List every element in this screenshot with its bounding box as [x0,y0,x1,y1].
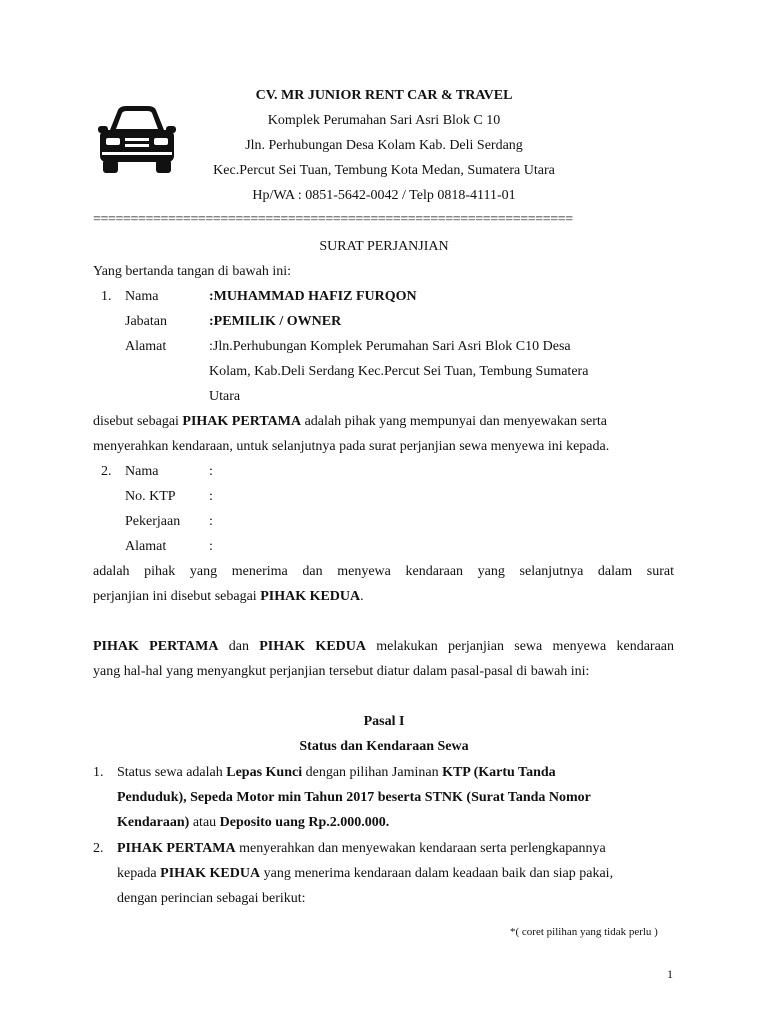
party2-pekerjaan-label: Pekerjaan [125,514,181,529]
pasal-item1-number: 1. [93,765,104,780]
pasal-item2-number: 2. [93,841,104,856]
party1-jabatan-value: :PEMILIK / OWNER [209,314,342,329]
party1-alamat-label: Alamat [125,339,167,354]
address-line-1: Komplek Perumahan Sari Asri Blok C 10 [267,113,501,128]
document-title: SURAT PERJANJIAN [319,239,449,254]
party1-nama-label: Nama [125,289,159,304]
page-number: 1 [667,967,673,981]
company-name: CV. MR JUNIOR RENT CAR & TRAVEL [255,88,513,103]
party2-ktp-colon: : [209,489,213,504]
para2-line1: adalah pihak yang menerima dan menyewa kendaraan yang selanjutnya dalam surat [93,564,674,579]
pasal-subtitle: Status dan Kendaraan Sewa [299,739,469,754]
party2-ktp-label: No. KTP [125,489,176,504]
address-line-2: Jln. Perhubungan Desa Kolam Kab. Deli Serdang [245,138,523,153]
intro-text: Yang bertanda tangan di bawah ini: [93,264,292,279]
party2-number: 2. [101,464,112,479]
para3-line2: yang hal-hal yang menyangkut perjanjian tersebut diatur dalam pasal-pasal di bawah ini: [93,664,590,679]
party1-alamat-line3: Utara [209,389,241,404]
footnote: *( coret pilihan yang tidak perlu ) [510,926,658,938]
para3-line1: PIHAK PERTAMA dan PIHAK KEDUA melakukan perjanjian sewa menyewa kendaraan [93,639,675,654]
pasal-item1-line3: Kendaraan) atau Deposito uang Rp.2.000.000. [117,815,390,830]
party1-alamat-line2: Kolam, Kab.Deli Serdang Kec.Percut Sei Tuan, Tembung Sumatera [209,364,589,379]
party2-alamat-colon: : [209,539,213,554]
pasal-item2-line3: dengan perincian sebagai berikut: [117,891,306,906]
pasal-item1-line1: Status sewa adalah Lepas Kunci dengan pilihan Jaminan KTP (Kartu Tanda [117,765,556,780]
party1-number: 1. [101,289,112,304]
contact-line: Hp/WA : 0851-5642-0042 / Telp 0818-4111-01 [252,188,516,203]
party2-alamat-label: Alamat [125,539,167,554]
party1-alamat-line1: :Jln.Perhubungan Komplek Perumahan Sari Asri Blok C10 Desa [209,339,571,354]
party1-jabatan-label: Jabatan [125,314,167,329]
pasal-item1-line2: Penduduk), Sepeda Motor min Tahun 2017 beserta STNK (Surat Tanda Nomor [117,790,591,805]
party1-nama-value: :MUHAMMAD HAFIZ FURQON [209,289,417,304]
pasal-title: Pasal I [363,714,405,729]
para2-line2: perjanjian ini disebut sebagai PIHAK KEDUA. [93,589,364,604]
para1-line1: disebut sebagai PIHAK PERTAMA adalah pihak yang mempunyai dan menyewakan serta [93,414,608,429]
party2-nama-colon: : [209,464,213,479]
pasal-item2-line2: kepada PIHAK KEDUA yang menerima kendaraan dalam keadaan baik dan siap pakai, [117,866,614,881]
party2-pekerjaan-colon: : [209,514,213,529]
header-separator: ================================================================ [93,212,573,227]
pasal-item2-line1: PIHAK PERTAMA menyerahkan dan menyewakan kendaraan serta perlengkapannya [117,841,606,856]
address-line-3: Kec.Percut Sei Tuan, Tembung Kota Medan, Sumatera Utara [213,163,555,178]
para1-line2: menyerahkan kendaraan, untuk selanjutnya pada surat perjanjian sewa menyewa ini kepada. [93,439,610,454]
party2-nama-label: Nama [125,464,159,479]
